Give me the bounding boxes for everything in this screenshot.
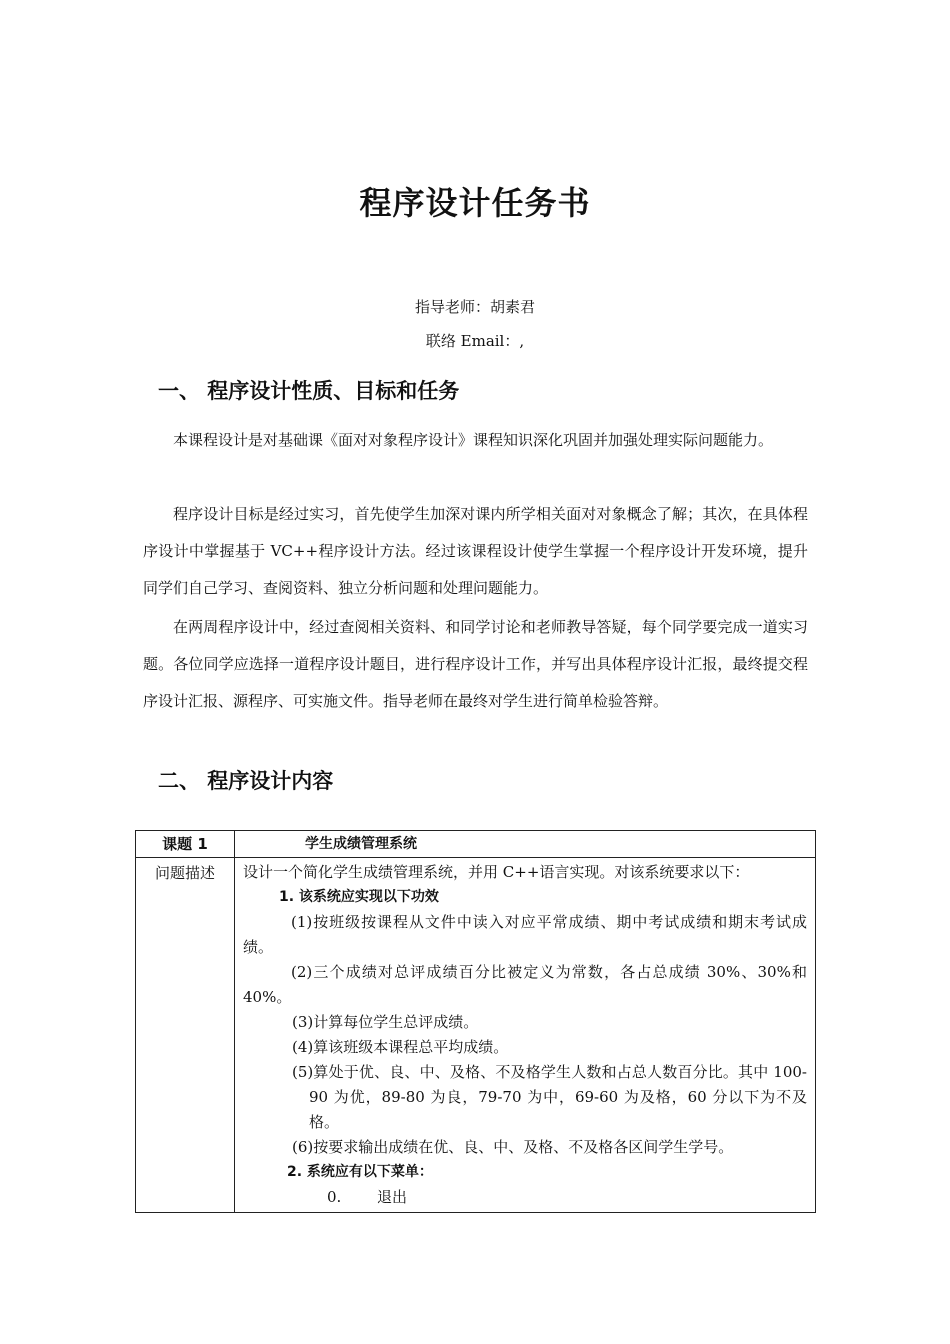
menu-item-number: 0. xyxy=(327,1188,342,1206)
page-title: 程序设计任务书 xyxy=(359,184,591,222)
email-line: 联络 Email：, xyxy=(425,332,525,350)
subheading-menu: 2. 系统应有以下菜单： xyxy=(287,1164,433,1180)
description-intro: 设计一个简化学生成绩管理系统，并用 C++语言实现。对该系统要求以下： xyxy=(243,863,750,881)
requirement-item: (2)三个成绩对总评成绩百分比被定义为常数，各占总成绩 30%、30%和 40%。 xyxy=(243,963,807,1006)
paragraph-1: 本课程设计是对基础课《面对对象程序设计》课程知识深化巩固并加强处理实际问题能力。 xyxy=(173,431,774,449)
description-cell xyxy=(235,858,816,1213)
course-table xyxy=(135,830,816,1213)
description-label: 问题描述 xyxy=(136,858,235,1213)
paragraph-2: 程序设计目标是经过实习，首先使学生加深对课内所学相关面对对象概念了解；其次，在具体程序设计中掌握基于 VC++程序设计方法。经过该课程设计使学生掌握一个程序设计开发环境，提升同学们自己学习、查阅资料、独立分析问题和处理问题能力。 xyxy=(143,505,808,597)
section-heading-2: 二、 程序设计内容 xyxy=(158,769,334,793)
topic-label: 课题 1 xyxy=(136,831,235,858)
requirement-item: (6)按要求输出成绩在优、良、中、及格、不及格各区间学生学号。 xyxy=(292,1138,734,1156)
topic-title: 学生成绩管理系统 xyxy=(235,831,816,858)
section-heading-1: 一、 程序设计性质、目标和任务 xyxy=(158,379,460,403)
table-description-row xyxy=(136,858,816,1213)
table-header-row xyxy=(136,831,816,858)
requirement-item: (3)计算每位学生总评成绩。 xyxy=(292,1013,479,1031)
requirement-item: (4)算该班级本课程总平均成绩。 xyxy=(292,1038,509,1056)
requirement-item: (5)算处于优、良、中、及格、不及格学生人数和占总人数百分比。其中 100-90 为优，89-80 为良，79-70 为中，69-60 为及格，60 分以下为不及格。 xyxy=(292,1063,807,1131)
menu-item-label: 退出 xyxy=(377,1188,408,1206)
subheading-functions: 1. 该系统应实现以下功效 xyxy=(279,889,439,905)
paragraph-3: 在两周程序设计中，经过查阅相关资料、和同学讨论和老师教导答疑，每个同学要完成一道实习题。各位同学应选择一道程序设计题目，进行程序设计工作，并写出具体程序设计汇报，最终提交程序设计汇报、源程序、可实施文件。指导老师在最终对学生进行简单检验答辩。 xyxy=(143,618,808,710)
advisor-line: 指导老师：胡素君 xyxy=(414,298,535,316)
requirement-item: (1)按班级按课程从文件中读入对应平常成绩、期中考试成绩和期末考试成绩。 xyxy=(243,913,807,956)
menu-item xyxy=(243,1185,807,1210)
